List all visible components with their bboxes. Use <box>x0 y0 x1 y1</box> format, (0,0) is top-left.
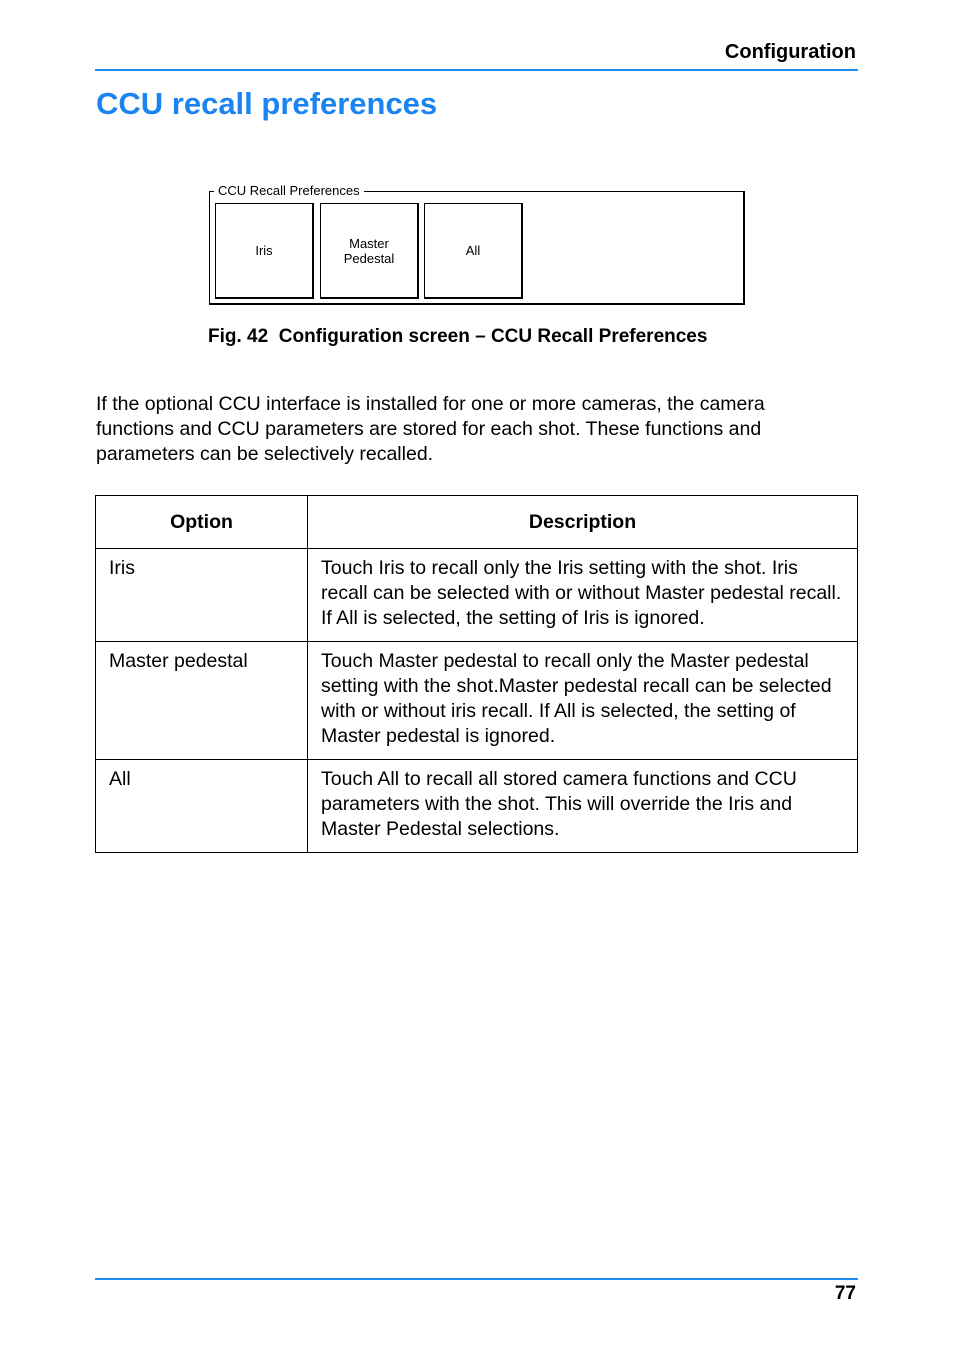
table-row <box>96 760 858 853</box>
section-header: Configuration <box>724 41 856 63</box>
all-button-label: All <box>465 243 481 258</box>
panel-label: CCU Recall Preferences <box>214 183 364 199</box>
column-header-description: Description <box>308 496 858 549</box>
table-header-row <box>96 496 858 549</box>
option-cell: Master pedestal <box>96 642 308 760</box>
iris-button-label: Iris <box>255 243 273 258</box>
description-cell: Touch Master pedestal to recall only the Master pedestal setting with the shot.Master pedestal recall can be selected with or without iris recall. If All is selected, the setting of Master pedestal is ignored. <box>308 642 858 760</box>
all-button[interactable] <box>424 203 523 299</box>
master-pedestal-button-label: Master Pedestal <box>343 235 395 266</box>
page-number: 77 <box>834 1283 856 1304</box>
intro-paragraph: If the optional CCU interface is installed for one or more cameras, the camera functions and CCU parameters are stored for each shot. These functions and parameters can be selectively recalled. <box>96 393 765 465</box>
footer-rule <box>95 1278 858 1280</box>
description-cell: Touch All to recall all stored camera functions and CCU parameters with the shot. This will override the Iris and Master Pedestal selections. <box>308 760 858 853</box>
table-row <box>96 642 858 760</box>
option-cell: Iris <box>96 549 308 642</box>
table-row <box>96 549 858 642</box>
column-header-option: Option <box>96 496 308 549</box>
header-rule <box>95 69 858 71</box>
figure-caption: Fig. 42 Configuration screen – CCU Recall Preferences <box>208 326 708 347</box>
description-cell: Touch Iris to recall only the Iris setting with the shot. Iris recall can be selected with or without Master pedestal recall. If All is selected, the setting of Iris is ignored. <box>308 549 858 642</box>
page-title: CCU recall preferences <box>96 86 438 121</box>
iris-button[interactable] <box>215 203 314 299</box>
options-table <box>95 495 858 853</box>
master-pedestal-button[interactable] <box>320 203 419 299</box>
option-cell: All <box>96 760 308 853</box>
